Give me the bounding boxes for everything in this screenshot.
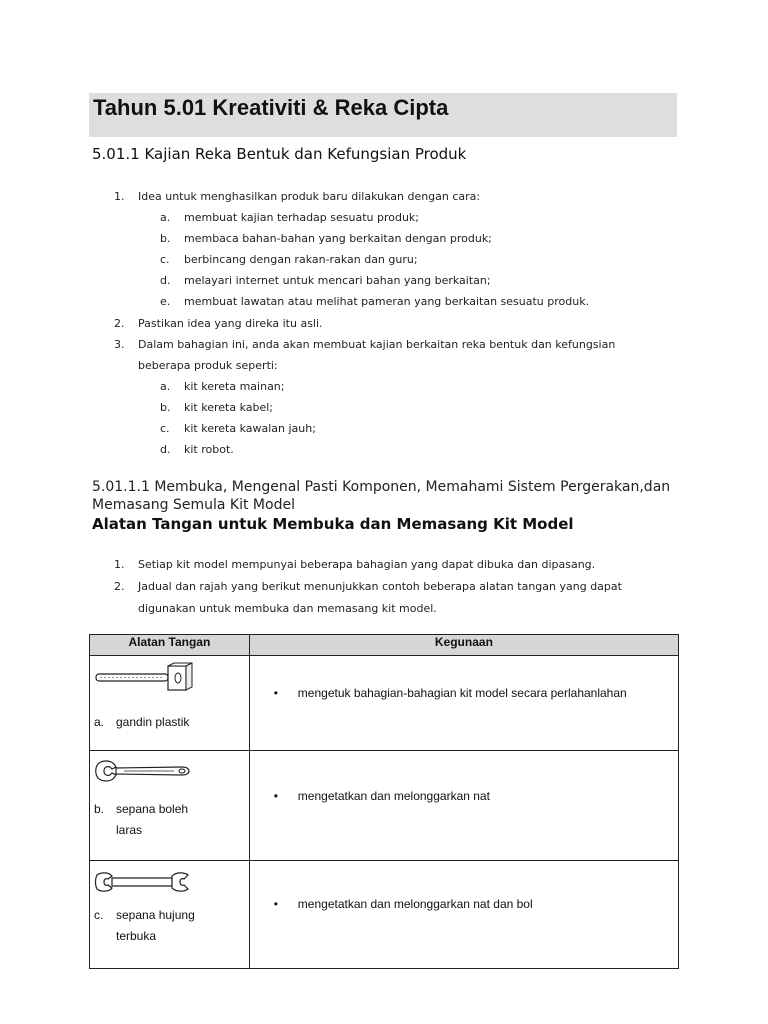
- column-header-tool: Alatan Tangan: [90, 635, 250, 656]
- subsection-heading: 5.01.1.1 Membuka, Mengenal Pasti Komponen, Memahami Sistem Pergerakan,dan Memasang Semula Kit Model: [92, 479, 671, 513]
- list-item: [114, 334, 714, 355]
- sub-letter: e.: [160, 295, 171, 308]
- list-text-continued: digunakan untuk membuka dan memasang kit model.: [138, 602, 437, 615]
- sub-letter: d.: [160, 443, 171, 456]
- sub-text: berbincang dengan rakan-rakan dan guru;: [184, 253, 418, 266]
- list-number: 1.: [114, 190, 125, 203]
- sub-letter: a.: [160, 380, 171, 393]
- list-item: [114, 291, 714, 313]
- sub-text: kit kereta kabel;: [184, 401, 274, 414]
- use-cell: [249, 751, 678, 861]
- sub-text: kit kereta kawalan jauh;: [184, 422, 316, 435]
- sub-letter: c.: [160, 422, 170, 435]
- list-item: [114, 598, 714, 620]
- open-end-wrench-icon: [94, 871, 190, 893]
- tool-name: sepana hujung: [116, 908, 195, 922]
- tool-label: [94, 799, 189, 841]
- title-banner: [89, 93, 677, 137]
- bullet: •: [273, 686, 278, 700]
- list-text: Dalam bahagian ini, anda akan membuat kajian berkaitan reka bentuk dan kefungsian: [138, 338, 616, 351]
- use-text: mengetatkan dan melonggarkan nat dan bol: [297, 897, 533, 911]
- column-header-use: Kegunaan: [249, 635, 678, 656]
- list-text: Jadual dan rajah yang berikut menunjukkan contoh beberapa alatan tangan yang dapat: [138, 580, 622, 593]
- list-item: [114, 313, 714, 334]
- tool-letter: a.: [94, 715, 105, 729]
- sub-letter: a.: [160, 211, 171, 224]
- list-item: [114, 418, 714, 439]
- list-text: Pastikan idea yang direka itu asli.: [138, 317, 323, 330]
- subsection-bold-heading: Alatan Tangan untuk Membuka dan Memasang Kit Model: [92, 515, 574, 533]
- tool-name-continued: laras: [116, 823, 143, 837]
- table-row: [90, 861, 679, 969]
- table-row: [90, 751, 679, 861]
- sub-text: kit robot.: [184, 443, 234, 456]
- list-item: [114, 207, 714, 228]
- list-item: [114, 270, 714, 291]
- list-text: Idea untuk menghasilkan produk baru dilakukan dengan cara:: [138, 190, 481, 203]
- list-item: [114, 397, 714, 418]
- list-item: [114, 249, 714, 270]
- list-number: 1.: [114, 558, 125, 571]
- tool-label: [94, 712, 190, 733]
- sub-letter: b.: [160, 232, 171, 245]
- use-cell: [249, 861, 678, 969]
- mallet-icon: [94, 662, 194, 696]
- bullet: •: [273, 897, 278, 911]
- use-text: mengetatkan dan melonggarkan nat: [297, 789, 490, 803]
- list-item: [114, 554, 714, 576]
- sub-letter: c.: [160, 253, 170, 266]
- sub-text: kit kereta mainan;: [184, 380, 285, 393]
- sub-text: membuat lawatan atau melihat pameran yang berkaitan sesuatu produk.: [184, 295, 590, 308]
- tool-letter: c.: [94, 908, 104, 922]
- sub-text: membaca bahan-bahan yang berkaitan dengan produk;: [184, 232, 492, 245]
- bullet: •: [273, 789, 278, 803]
- list-number: 3.: [114, 338, 125, 351]
- section-heading: 5.01.1 Kajian Reka Bentuk dan Kefungsian Produk: [92, 145, 467, 163]
- sub-text: membuat kajian terhadap sesuatu produk;: [184, 211, 420, 224]
- list-item: [114, 355, 714, 376]
- page-title: Tahun 5.01 Kreativiti & Reka Cipta: [93, 95, 449, 120]
- table-header-row: [90, 635, 679, 656]
- tool-letter: b.: [94, 802, 105, 816]
- list-item: [114, 186, 714, 207]
- intro-list: [114, 554, 714, 620]
- use-text: mengetuk bahagian-bahagian kit model secara perlahanlahan: [297, 686, 627, 700]
- list-number: 2.: [114, 580, 125, 593]
- tool-name: sepana boleh: [116, 802, 189, 816]
- list-item: [114, 376, 714, 397]
- sub-letter: d.: [160, 274, 171, 287]
- table-row: [90, 656, 679, 751]
- list-text: Setiap kit model mempunyai beberapa bahagian yang dapat dibuka dan dipasang.: [138, 558, 596, 571]
- tool-cell: [90, 861, 250, 969]
- tool-label: [94, 905, 195, 947]
- sub-letter: b.: [160, 401, 171, 414]
- list-item: [114, 439, 714, 460]
- tool-name: gandin plastik: [116, 715, 190, 729]
- use-cell: [249, 656, 678, 751]
- tool-cell: [90, 751, 250, 861]
- adjustable-wrench-icon: [94, 759, 190, 783]
- tools-table: [89, 634, 679, 969]
- list-item: [114, 576, 714, 598]
- list-text-continued: beberapa produk seperti:: [138, 359, 278, 372]
- idea-list: [114, 186, 714, 460]
- tool-cell: [90, 656, 250, 751]
- tool-name-continued: terbuka: [116, 929, 157, 943]
- list-number: 2.: [114, 317, 125, 330]
- sub-text: melayari internet untuk mencari bahan yang berkaitan;: [184, 274, 491, 287]
- list-item: [114, 228, 714, 249]
